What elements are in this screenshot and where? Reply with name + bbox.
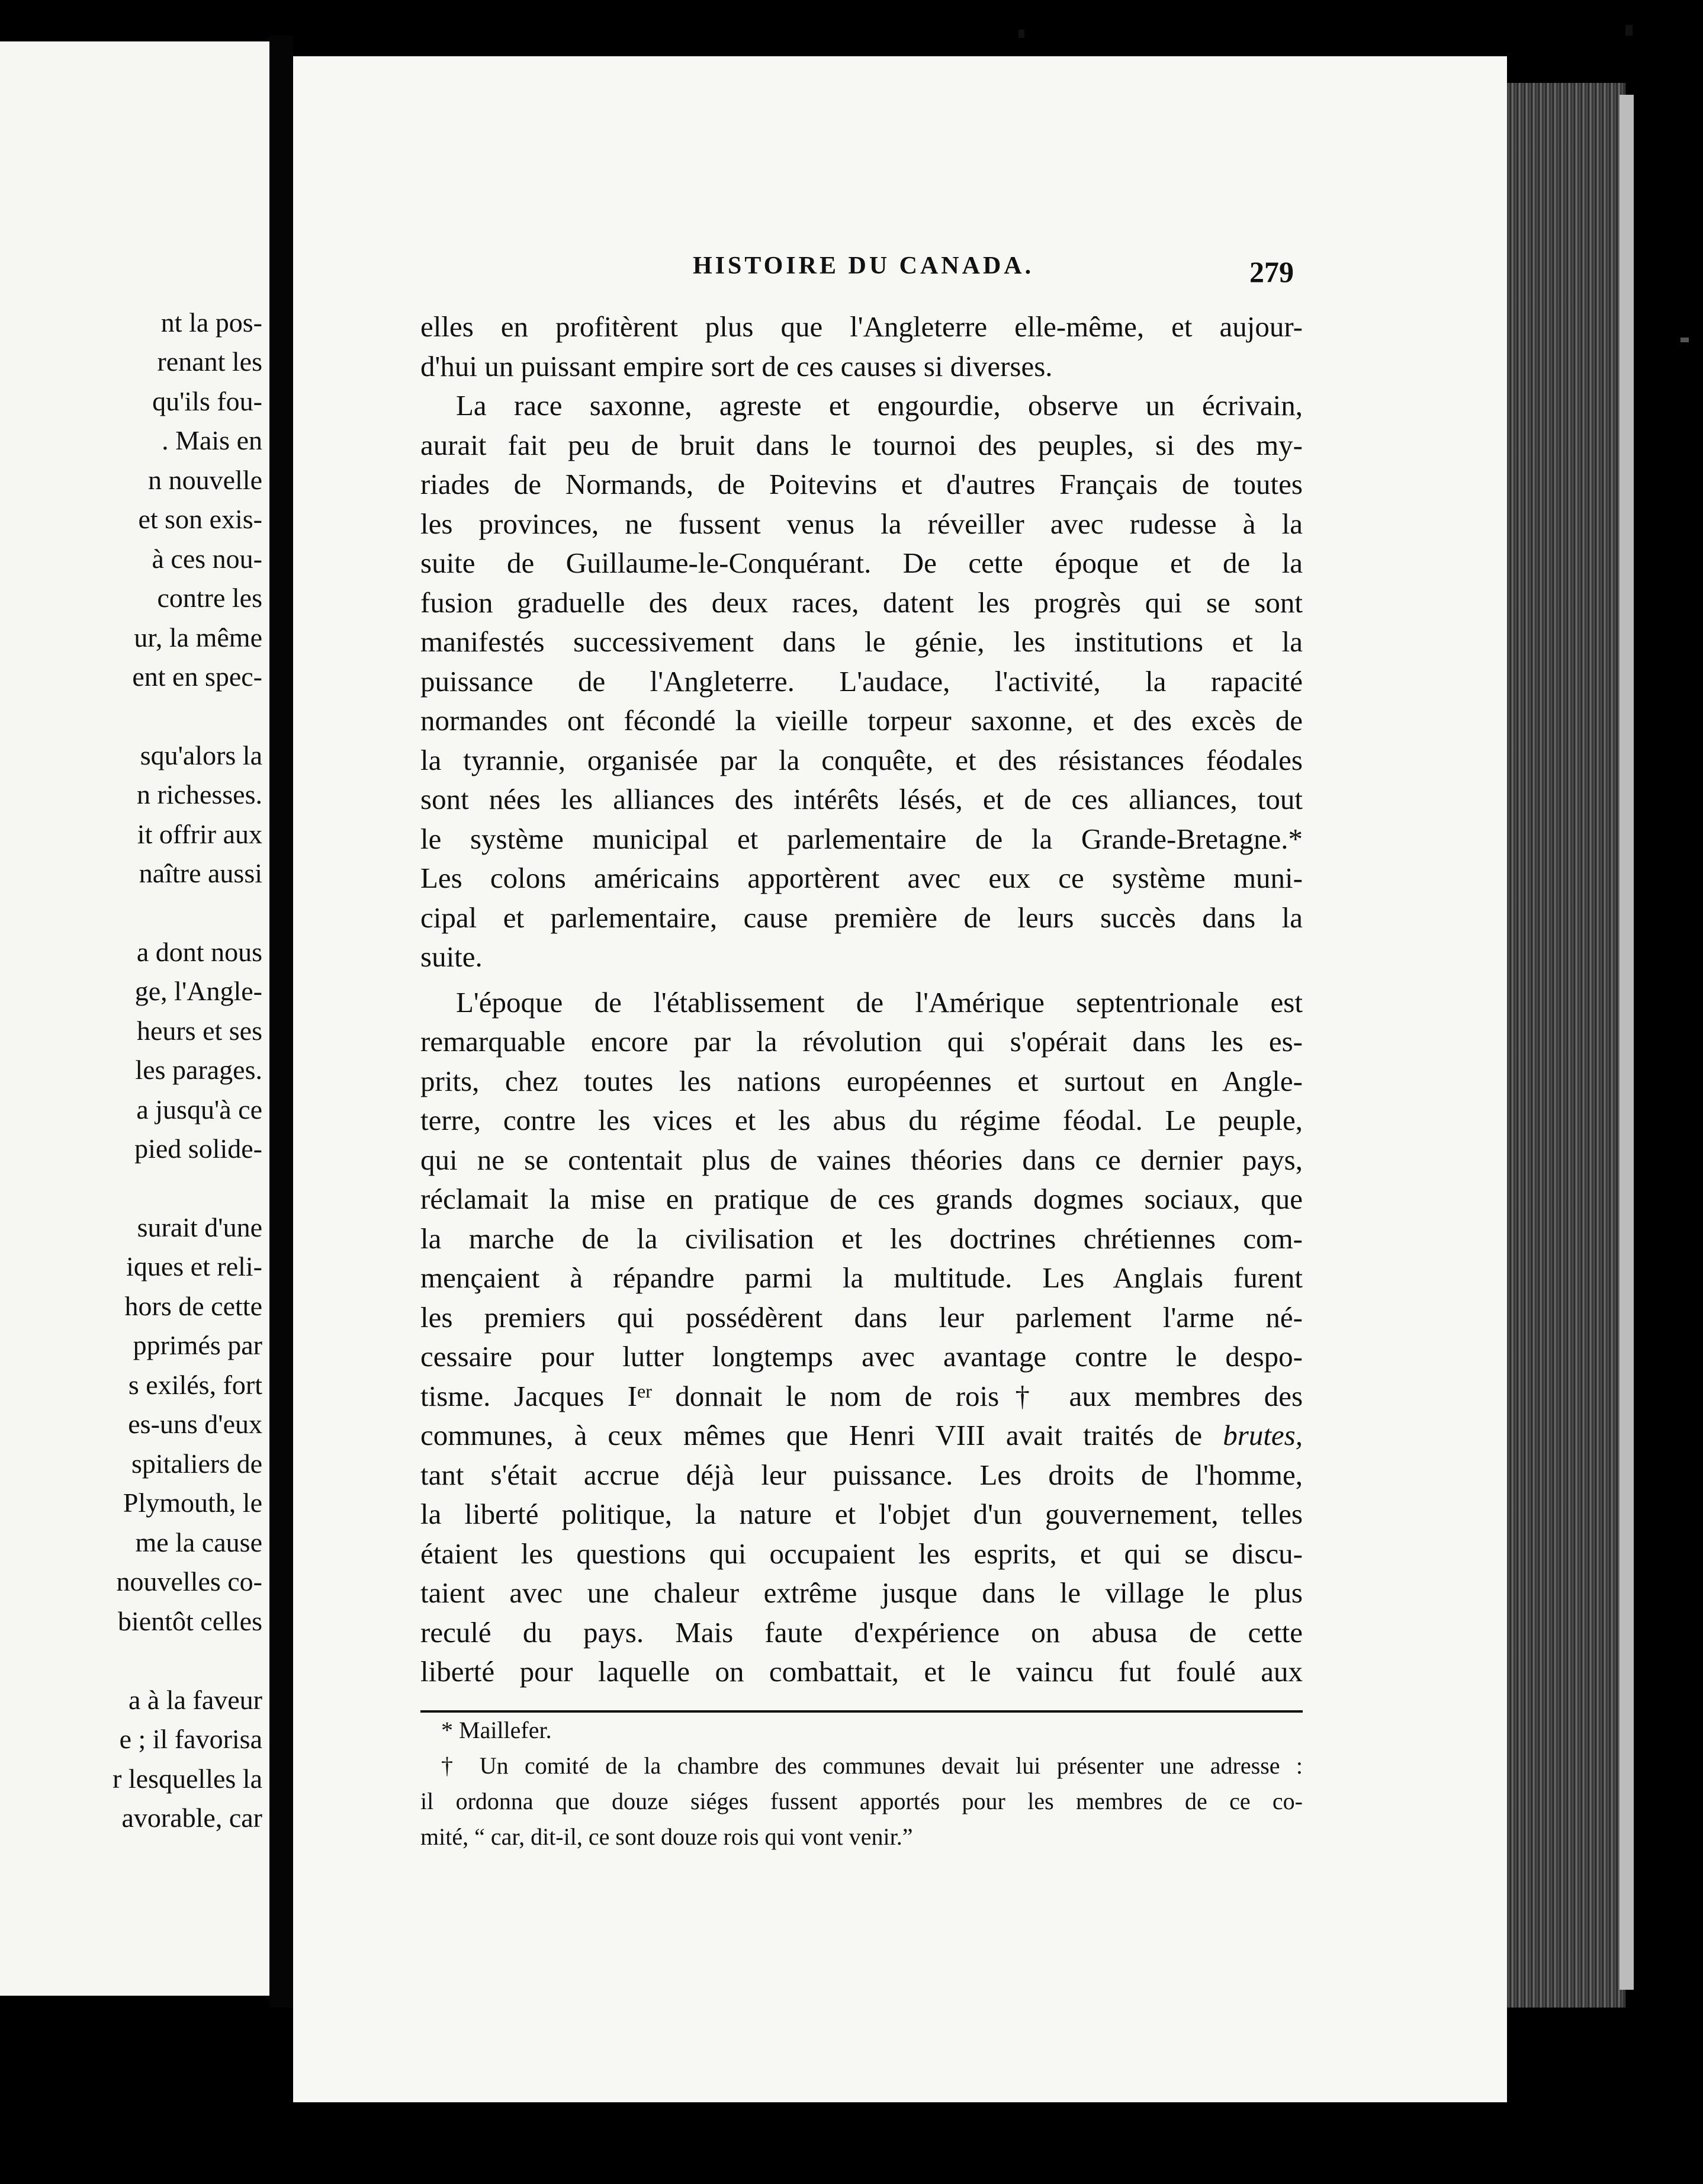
body-line: aurait fait peu de bruit dans le tournoi des peuples, si des my- bbox=[420, 429, 1303, 461]
ordinal-superscript: er bbox=[637, 1380, 652, 1402]
left-page-line: les parages. bbox=[135, 1055, 262, 1085]
body-line: Les colons américains apportèrent avec eux ce système muni- bbox=[420, 862, 1303, 894]
left-page-line: et son exis- bbox=[138, 504, 262, 534]
body-line: étaient les questions qui occupaient les esprits, et qui se discu- bbox=[420, 1537, 1303, 1570]
scan-speck bbox=[1625, 25, 1633, 36]
left-page-line: bientôt celles bbox=[118, 1606, 262, 1636]
body-line: prits, chez toutes les nations européennes et surtout en Angle- bbox=[420, 1065, 1303, 1097]
left-page-line: heurs et ses bbox=[136, 1016, 262, 1046]
left-page-line: naître aussi bbox=[139, 858, 262, 888]
body-line: reculé du pays. Mais faute d'expérience on abusa de cette bbox=[420, 1616, 1303, 1649]
body-line: la tyrannie, organisée par la conquête, et des résistances féodales bbox=[420, 744, 1303, 776]
body-line: L'époque de l'établissement de l'Amérique septentrionale est bbox=[456, 986, 1303, 1019]
left-page-line: à ces nou- bbox=[152, 544, 262, 574]
left-page-line: it offrir aux bbox=[137, 819, 262, 849]
body-line: mençaient à répandre parmi la multitude. Les Anglais furent bbox=[420, 1261, 1303, 1294]
body-line: manifestés successivement dans le génie, les institutions et la bbox=[420, 625, 1303, 658]
body-line-jacques bbox=[420, 1382, 1303, 1411]
body-line: riades de Normands, de Poitevins et d'autres Français de toutes bbox=[420, 468, 1303, 500]
body-line: terre, contre les vices et les abus du régime féodal. Le peuple, bbox=[420, 1104, 1303, 1136]
left-page-line: nt la pos- bbox=[160, 307, 262, 338]
body-line: elles en profitèrent plus que l'Angleterre elle-même, et aujour- bbox=[420, 310, 1303, 343]
body-line: remarquable encore par la révolution qui s'opérait dans les es- bbox=[420, 1025, 1303, 1058]
body-line: qui ne se contentait plus de vaines théories dans ce dernier pays, bbox=[420, 1144, 1303, 1176]
body-line: réclamait la mise en pratique de ces grands dogmes sociaux, que bbox=[420, 1183, 1303, 1215]
left-page-line: surait d'une bbox=[137, 1212, 262, 1242]
jacques-rest: donnait le nom de rois† aux membres des bbox=[651, 1380, 1303, 1412]
left-page-line: ent en spec- bbox=[132, 661, 262, 692]
left-page-line: ge, l'Angle- bbox=[134, 976, 262, 1006]
left-page-line: es-uns d'eux bbox=[128, 1409, 262, 1439]
left-page-line: n nouvelle bbox=[148, 465, 262, 495]
left-page-line: a dont nous bbox=[136, 937, 262, 967]
body-line-brutes bbox=[420, 1421, 1303, 1450]
scan-speck bbox=[1680, 338, 1689, 342]
left-page-line: me la cause bbox=[135, 1527, 262, 1557]
body-line: tant s'était accrue déjà leur puissance. Les droits de l'homme, bbox=[420, 1459, 1303, 1491]
left-page-line: r lesquelles la bbox=[113, 1764, 262, 1794]
body-line: fusion graduelle des deux races, datent les progrès qui se sont bbox=[420, 586, 1303, 619]
body-line: cessaire pour lutter longtemps avec avantage contre le despo- bbox=[420, 1340, 1303, 1373]
book-gutter bbox=[269, 36, 293, 2008]
body-line: taient avec une chaleur extrême jusque dans le village le plus bbox=[420, 1576, 1303, 1609]
left-page-line: pied solide- bbox=[134, 1133, 262, 1164]
left-page-line: contre les bbox=[157, 583, 262, 613]
footnote-line: * Maillefer. bbox=[441, 1717, 552, 1743]
body-line: les premiers qui possédèrent dans leur parlement l'arme né- bbox=[420, 1301, 1303, 1334]
left-page-line: qu'ils fou- bbox=[152, 386, 262, 416]
left-page-line: spitaliers de bbox=[131, 1448, 262, 1479]
body-line: d'hui un puissant empire sort de ces causes si diverses. bbox=[420, 350, 1053, 383]
body-line: les provinces, ne fussent venus la réveiller avec rudesse à la bbox=[420, 508, 1303, 540]
left-page-line: a à la faveur bbox=[128, 1685, 262, 1715]
body-line: le système municipal et parlementaire de la Grande-Bretagne.* bbox=[420, 823, 1303, 855]
body-line: suite. bbox=[420, 940, 483, 973]
left-page-line: Plymouth, le bbox=[123, 1488, 262, 1518]
footnote-line: mité, “ car, dit-il, ce sont douze rois qui vont venir.” bbox=[420, 1823, 913, 1850]
book-fore-edge bbox=[1507, 83, 1625, 2008]
body-line: suite de Guillaume-le-Conquérant. De cette époque et de la bbox=[420, 547, 1303, 579]
left-page-line: e ; il favorisa bbox=[119, 1724, 262, 1754]
left-page-line: pprimés par bbox=[133, 1330, 262, 1360]
left-page-line: nouvelles co- bbox=[116, 1566, 262, 1597]
previous-page bbox=[0, 41, 269, 1996]
left-page-line: n richesses. bbox=[136, 779, 262, 810]
body-line: sont nées les alliances des intérêts lésés, et de ces alliances, tout bbox=[420, 783, 1303, 815]
scan-speck bbox=[1018, 30, 1024, 38]
jacques-text: Jacques I bbox=[513, 1380, 637, 1412]
body-line: la liberté politique, la nature et l'objet d'un gouvernement, telles bbox=[420, 1498, 1303, 1530]
italic-word: brutes, bbox=[1223, 1419, 1303, 1451]
page-edge-highlight bbox=[1620, 95, 1634, 1990]
left-page-line: . Mais en bbox=[162, 425, 262, 455]
left-page-line: a jusqu'à ce bbox=[136, 1094, 262, 1125]
footnote-line: il ordonna que douze siéges fussent apportés pour les membres de ce co- bbox=[420, 1788, 1303, 1814]
left-page-line: s exilés, fort bbox=[128, 1370, 262, 1400]
body-line: cipal et parlementaire, cause première de leurs succès dans la bbox=[420, 901, 1303, 934]
body-line: normandes ont fécondé la vieille torpeur saxonne, et des excès de bbox=[420, 704, 1303, 737]
left-page-line: squ'alors la bbox=[140, 740, 262, 770]
left-page-line: hors de cette bbox=[124, 1291, 262, 1321]
body-line: puissance de l'Angleterre. L'audace, l'activité, la rapacité bbox=[420, 665, 1303, 698]
left-page-line: ur, la même bbox=[134, 622, 262, 653]
footnote-rule bbox=[420, 1710, 1303, 1713]
left-page-line: avorable, car bbox=[121, 1803, 262, 1833]
body-line-start: communes, à ceux mêmes que Henri VIII avait traités de bbox=[420, 1419, 1203, 1451]
left-page-line: renant les bbox=[157, 346, 262, 377]
body-line: liberté pour laquelle on combattait, et le vaincu fut foulé aux bbox=[420, 1655, 1303, 1688]
body-line-start: tisme. bbox=[420, 1380, 491, 1412]
page-number: 279 bbox=[1249, 255, 1294, 288]
footnote-line: † Un comité de la chambre des communes devait lui présenter une adresse : bbox=[441, 1752, 1303, 1779]
running-head: HISTOIRE DU CANADA. bbox=[693, 252, 1034, 280]
body-line: la marche de la civilisation et les doctrines chrétiennes com- bbox=[420, 1222, 1303, 1255]
body-line: La race saxonne, agreste et engourdie, observe un écrivain, bbox=[456, 389, 1303, 422]
left-page-line: iques et reli- bbox=[126, 1251, 262, 1282]
